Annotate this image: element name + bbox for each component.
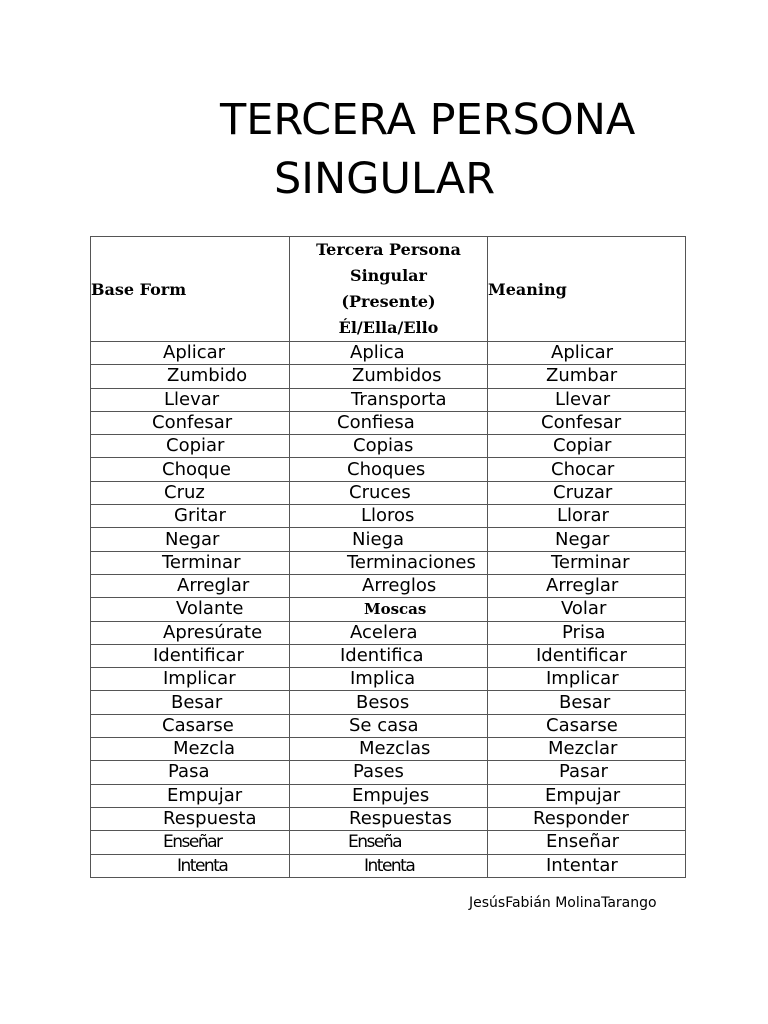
title-line-1: TERCERA PERSONA xyxy=(220,95,636,145)
table-row xyxy=(91,784,686,807)
verb-rows xyxy=(91,342,686,878)
base-form-cell: Respuesta xyxy=(91,807,290,830)
third-person-cell: Niega xyxy=(290,528,488,551)
third-person-cell: Empujes xyxy=(290,784,488,807)
third-person-cell: Zumbidos xyxy=(290,365,488,388)
base-form-cell: Copiar xyxy=(91,435,290,458)
header-third-person xyxy=(290,237,488,342)
table-row xyxy=(91,528,686,551)
table-row xyxy=(91,505,686,528)
meaning-cell: Implicar xyxy=(488,668,686,691)
meaning-cell: Intentar xyxy=(488,854,686,877)
author-name: JesúsFabián MolinaTarango xyxy=(469,895,657,911)
base-form-cell: Empujar xyxy=(91,784,290,807)
header-third-person-line: Singular xyxy=(350,266,427,285)
third-person-cell: Implica xyxy=(290,668,488,691)
base-form-cell: Besar xyxy=(91,691,290,714)
meaning-cell: Llevar xyxy=(488,388,686,411)
base-form-cell: Pasa xyxy=(91,761,290,784)
base-form-cell: Identificar xyxy=(91,644,290,667)
third-person-cell: Intenta xyxy=(290,854,488,877)
third-person-cell: Se casa xyxy=(290,714,488,737)
base-form-cell: Casarse xyxy=(91,714,290,737)
meaning-cell: Confesar xyxy=(488,411,686,434)
meaning-cell: Mezclar xyxy=(488,738,686,761)
base-form-cell: Enseñar xyxy=(91,831,290,854)
table-row xyxy=(91,854,686,877)
header-third-person-line: (Presente) xyxy=(341,292,436,311)
base-form-cell: Intenta xyxy=(91,854,290,877)
meaning-cell: Empujar xyxy=(488,784,686,807)
third-person-cell: Arreglos xyxy=(290,574,488,597)
table-row xyxy=(91,831,686,854)
third-person-cell: Respuestas xyxy=(290,807,488,830)
header-base-form: Base Form xyxy=(91,237,290,342)
base-form-cell: Volante xyxy=(91,598,290,621)
header-third-person-line: Él/Ella/Ello xyxy=(338,318,439,337)
base-form-cell: Zumbido xyxy=(91,365,290,388)
base-form-cell: Arreglar xyxy=(91,574,290,597)
table-row xyxy=(91,714,686,737)
third-person-cell: Identifica xyxy=(290,644,488,667)
third-person-cell: Mezclas xyxy=(290,738,488,761)
third-person-cell: Choques xyxy=(290,458,488,481)
table-header-row xyxy=(91,237,686,342)
third-person-cell: Transporta xyxy=(290,388,488,411)
table-row xyxy=(91,388,686,411)
meaning-cell: Chocar xyxy=(488,458,686,481)
table-row xyxy=(91,342,686,365)
third-person-cell: Aplica xyxy=(290,342,488,365)
table-row xyxy=(91,481,686,504)
header-third-person-line: Tercera Persona xyxy=(316,240,461,259)
meaning-cell: Cruzar xyxy=(488,481,686,504)
third-person-cell: Moscas xyxy=(290,598,488,621)
meaning-cell: Arreglar xyxy=(488,574,686,597)
base-form-cell: Gritar xyxy=(91,505,290,528)
base-form-cell: Confesar xyxy=(91,411,290,434)
third-person-cell: Copias xyxy=(290,435,488,458)
base-form-cell: Mezcla xyxy=(91,738,290,761)
table-row xyxy=(91,435,686,458)
title-line-2: SINGULAR xyxy=(274,154,496,204)
meaning-cell: Copiar xyxy=(488,435,686,458)
meaning-cell: Negar xyxy=(488,528,686,551)
meaning-cell: Prisa xyxy=(488,621,686,644)
table-row xyxy=(91,458,686,481)
table-row xyxy=(91,365,686,388)
base-form-cell: Aplicar xyxy=(91,342,290,365)
meaning-cell: Identificar xyxy=(488,644,686,667)
meaning-cell: Terminar xyxy=(488,551,686,574)
third-person-cell: Cruces xyxy=(290,481,488,504)
third-person-cell: Pases xyxy=(290,761,488,784)
base-form-cell: Choque xyxy=(91,458,290,481)
table-row xyxy=(91,574,686,597)
table-row xyxy=(91,668,686,691)
meaning-cell: Aplicar xyxy=(488,342,686,365)
table-row xyxy=(91,761,686,784)
table-row xyxy=(91,551,686,574)
meaning-cell: Casarse xyxy=(488,714,686,737)
base-form-cell: Implicar xyxy=(91,668,290,691)
meaning-cell: Llorar xyxy=(488,505,686,528)
third-person-cell: Confiesa xyxy=(290,411,488,434)
third-person-cell: Besos xyxy=(290,691,488,714)
header-meaning: Meaning xyxy=(488,237,686,342)
third-person-cell: Lloros xyxy=(290,505,488,528)
meaning-cell: Enseñar xyxy=(488,831,686,854)
table-row xyxy=(91,598,686,621)
table-row xyxy=(91,691,686,714)
meaning-cell: Besar xyxy=(488,691,686,714)
third-person-cell: Terminaciones xyxy=(290,551,488,574)
table-row xyxy=(91,621,686,644)
base-form-cell: Apresúrate xyxy=(91,621,290,644)
base-form-cell: Cruz xyxy=(91,481,290,504)
meaning-cell: Zumbar xyxy=(488,365,686,388)
verb-table xyxy=(90,236,686,878)
third-person-cell: Acelera xyxy=(290,621,488,644)
base-form-cell: Llevar xyxy=(91,388,290,411)
meaning-cell: Pasar xyxy=(488,761,686,784)
base-form-cell: Negar xyxy=(91,528,290,551)
base-form-cell: Terminar xyxy=(91,551,290,574)
table-row xyxy=(91,738,686,761)
third-person-cell: Enseña xyxy=(290,831,488,854)
meaning-cell: Responder xyxy=(488,807,686,830)
table-row xyxy=(91,807,686,830)
meaning-cell: Volar xyxy=(488,598,686,621)
table-row xyxy=(91,644,686,667)
table-row xyxy=(91,411,686,434)
